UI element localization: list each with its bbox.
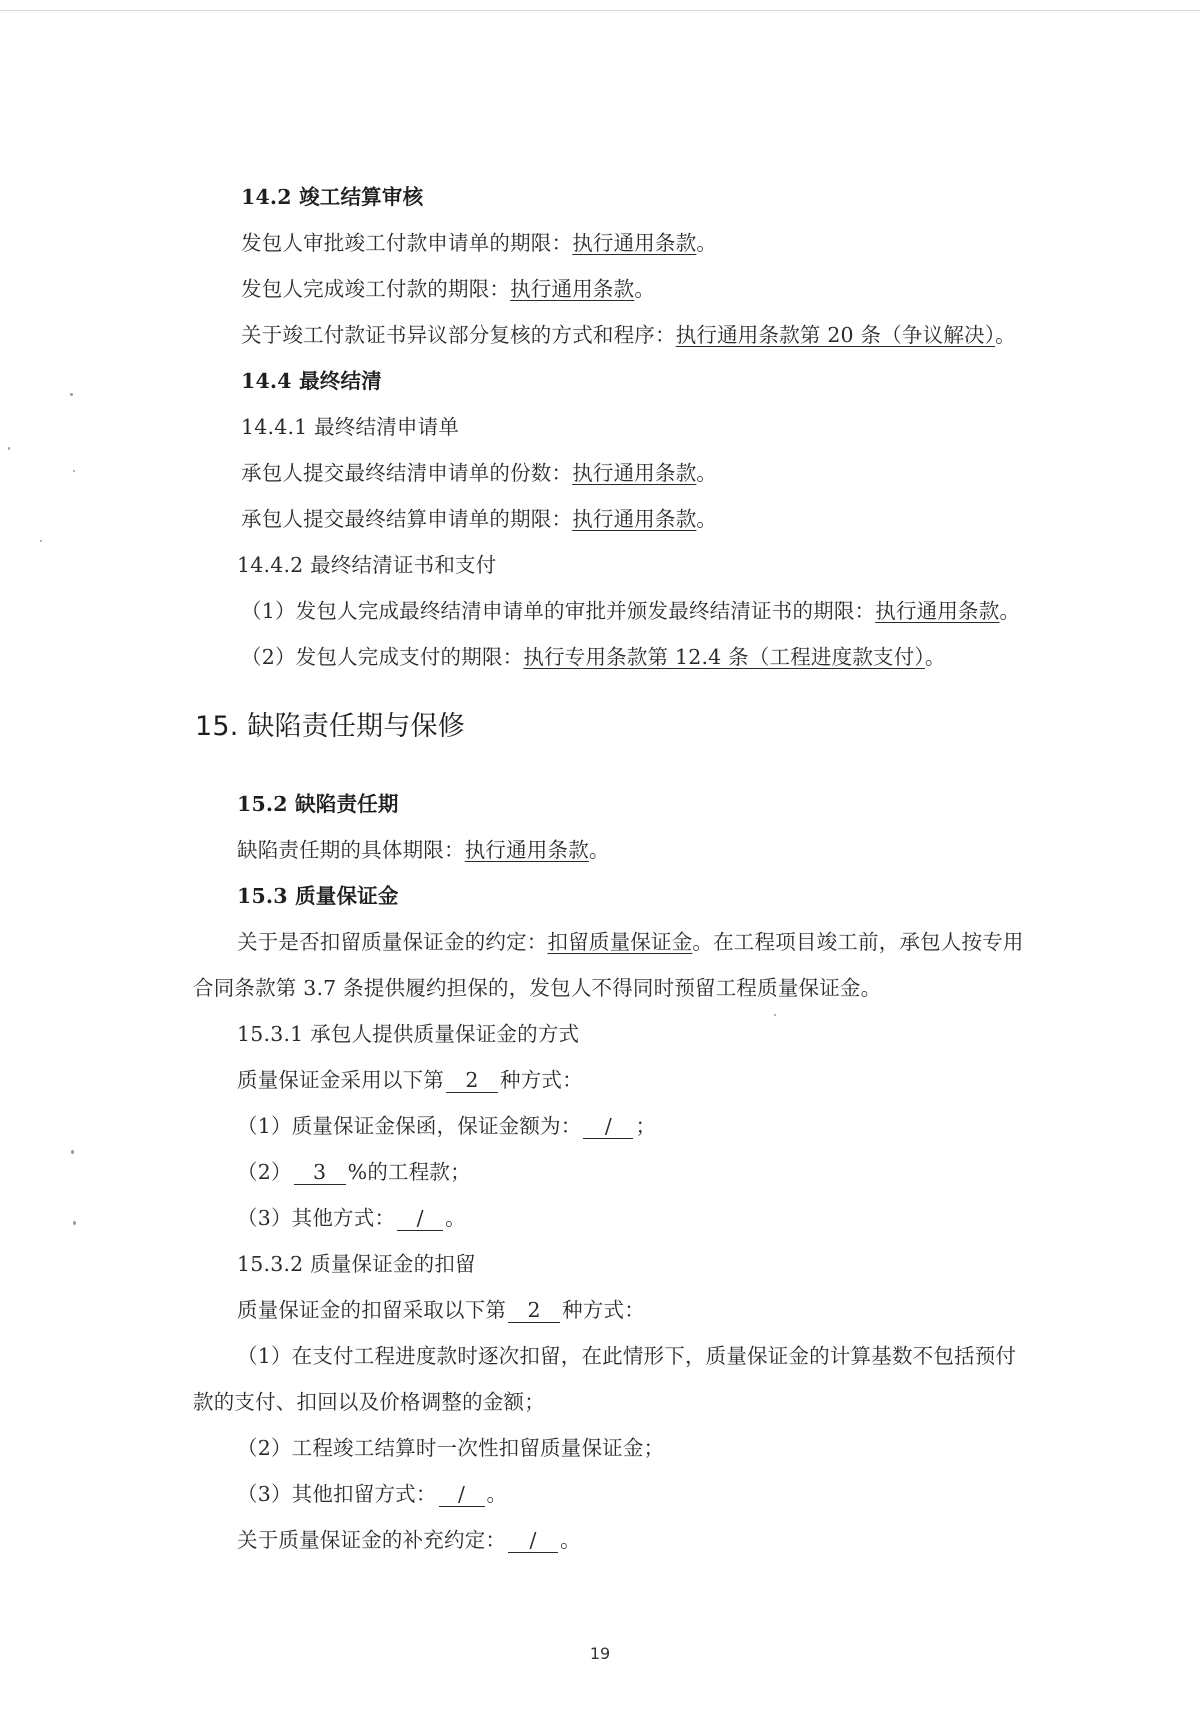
- paragraph-method-choice: 质量保证金采用以下第 2 种方式：: [237, 1068, 583, 1092]
- filled-value: 执行通用条款: [572, 461, 697, 485]
- list-item: （1）发包人完成最终结清申请单的审批并颁发最终结清证书的期限：执行通用条款。: [241, 599, 1021, 623]
- filled-value: 执行通用条款: [510, 277, 635, 301]
- list-item: （2） 3 %的工程款；: [237, 1160, 471, 1184]
- paragraph-retention-choice: 质量保证金的扣留采取以下第 2 种方式：: [237, 1298, 645, 1322]
- paragraph-dispute-review: 关于竣工付款证书异议部分复核的方式和程序：执行通用条款第 20 条（争议解决）。: [241, 323, 1016, 347]
- filled-value: 执行通用条款第 20 条（争议解决）: [675, 323, 996, 347]
- list-item: （1）质量保证金保函，保证金额为： / ；: [237, 1114, 657, 1138]
- chapter-title-15: 15. 缺陷责任期与保修: [195, 711, 465, 742]
- paragraph-retention-agreement-cont: 合同条款第 3.7 条提供履约担保的，发包人不得同时预留工程质量保证金。: [193, 976, 882, 1000]
- paragraph-retention-agreement: 关于是否扣留质量保证金的约定：扣留质量保证金。在工程项目竣工前，承包人按专用: [237, 930, 1024, 954]
- list-item: （2）工程竣工结算时一次性扣留质量保证金；: [237, 1436, 665, 1460]
- blank-field: 3: [294, 1160, 346, 1185]
- subsection-heading-15-3-2: 15.3.2 质量保证金的扣留: [237, 1252, 476, 1276]
- section-heading-14-2: 14.2 竣工结算审核: [241, 185, 424, 209]
- paragraph-defect-period: 缺陷责任期的具体期限：执行通用条款。: [237, 838, 610, 862]
- section-heading-15-2: 15.2 缺陷责任期: [237, 792, 399, 816]
- list-item: （3）其他方式： / 。: [237, 1206, 466, 1230]
- blank-field: /: [583, 1114, 633, 1139]
- list-item: （3）其他扣留方式： / 。: [237, 1482, 508, 1506]
- list-item: （1）在支付工程进度款时逐次扣留，在此情形下，质量保证金的计算基数不包括预付: [237, 1344, 1017, 1368]
- paragraph-supplement: 关于质量保证金的补充约定： / 。: [237, 1528, 581, 1552]
- blank-field: /: [508, 1528, 558, 1553]
- section-heading-15-3: 15.3 质量保证金: [237, 884, 399, 908]
- blank-field: /: [439, 1482, 485, 1507]
- paragraph-copies: 承包人提交最终结清申请单的份数：执行通用条款。: [241, 461, 718, 485]
- subsection-heading-15-3-1: 15.3.1 承包人提供质量保证金的方式: [237, 1022, 580, 1046]
- paragraph-payment-deadline: 发包人完成竣工付款的期限：执行通用条款。: [241, 277, 656, 301]
- section-heading-14-4: 14.4 最终结清: [241, 369, 382, 393]
- filled-value: 扣留质量保证金: [547, 930, 693, 954]
- paragraph-final-deadline: 承包人提交最终结算申请单的期限：执行通用条款。: [241, 507, 718, 531]
- filled-value: 执行通用条款: [572, 231, 697, 255]
- list-item-cont: 款的支付、扣回以及价格调整的金额；: [193, 1390, 545, 1414]
- subsection-heading-14-4-1: 14.4.1 最终结清申请单: [241, 415, 460, 439]
- blank-field: 2: [446, 1068, 498, 1093]
- list-item: （2）发包人完成支付的期限：执行专用条款第 12.4 条（工程进度款支付）。: [241, 645, 946, 669]
- filled-value: 执行通用条款: [464, 838, 589, 862]
- paragraph-approval-deadline: 发包人审批竣工付款申请单的期限：执行通用条款。: [241, 231, 718, 255]
- page-number: 19: [589, 1644, 611, 1663]
- blank-field: 2: [508, 1298, 560, 1323]
- blank-field: /: [397, 1206, 443, 1231]
- filled-value: 执行通用条款: [572, 507, 697, 531]
- filled-value: 执行专用条款第 12.4 条（工程进度款支付）: [523, 645, 925, 669]
- filled-value: 执行通用条款: [875, 599, 1000, 623]
- subsection-heading-14-4-2: 14.4.2 最终结清证书和支付: [237, 553, 497, 577]
